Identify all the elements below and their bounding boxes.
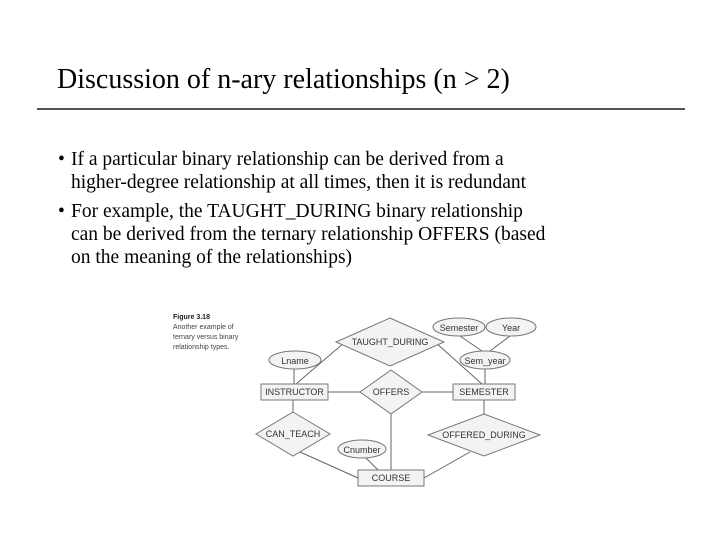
bullet-line: For example, the TAUGHT_DURING binary relationship bbox=[71, 201, 523, 222]
attribute-sem-year-label: Sem_year bbox=[464, 356, 506, 366]
attribute-semester-label: Semester bbox=[439, 323, 479, 333]
entity-course-label: COURSE bbox=[371, 473, 411, 483]
figure-number: Figure 3.18 bbox=[173, 314, 210, 321]
bullet-line: If a particular binary relationship can be derived from a bbox=[71, 149, 504, 170]
attribute-lname-label: Lname bbox=[281, 356, 309, 366]
attribute-year-label: Year bbox=[501, 323, 521, 333]
bullet-line: higher-degree relationship at all times, then it is redundant bbox=[71, 172, 527, 193]
caption-line: ternary versus binary bbox=[173, 334, 239, 341]
slide-title: Discussion of n-ary relationships (n > 2) bbox=[57, 64, 510, 95]
bullet-icon: • bbox=[58, 149, 65, 170]
bullet-line: can be derived from the ternary relationship OFFERS (based bbox=[71, 224, 546, 245]
attribute-cnumber-label: Cnumber bbox=[343, 445, 381, 455]
relationship-taught-during-label: TAUGHT_DURING bbox=[351, 337, 429, 347]
relationship-offers-label: OFFERS bbox=[372, 387, 410, 397]
relationship-can-teach-label: CAN_TEACH bbox=[265, 429, 321, 439]
entity-instructor-label: INSTRUCTOR bbox=[265, 387, 324, 397]
relationship-offered-during-label: OFFERED_DURING bbox=[442, 430, 526, 440]
entity-semester-label: SEMESTER bbox=[459, 387, 509, 397]
bullet-line: on the meaning of the relationships) bbox=[71, 247, 353, 268]
caption-line: Another example of bbox=[173, 324, 234, 331]
caption-line: relationship types. bbox=[173, 344, 230, 351]
bullet-icon: • bbox=[58, 201, 65, 222]
